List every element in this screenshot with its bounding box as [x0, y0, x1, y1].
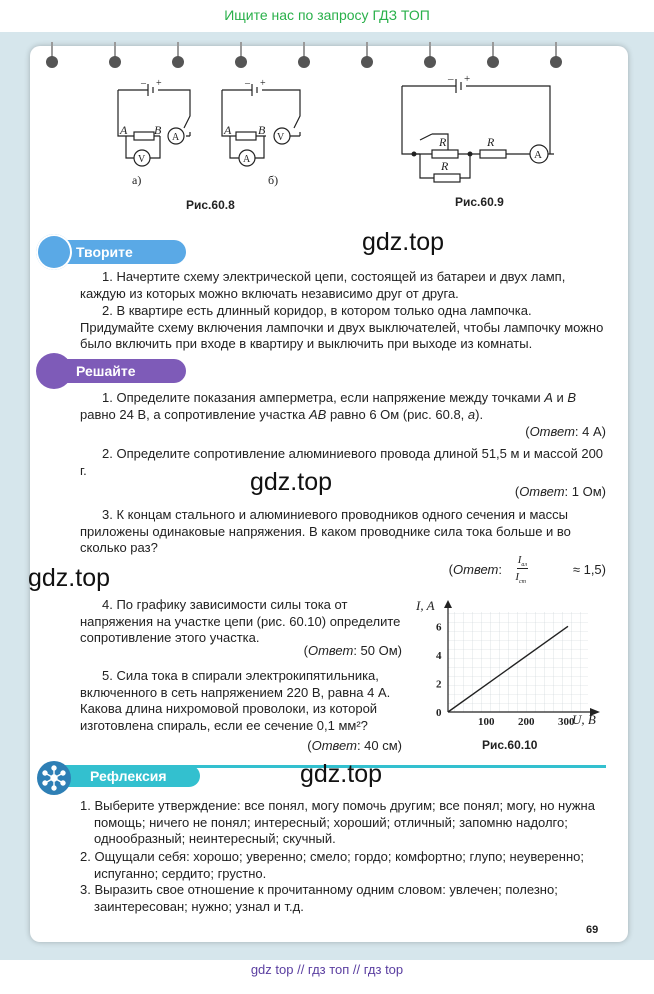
binder-ring	[361, 56, 373, 68]
reshaite-task-4: 4. По графику зависимости силы тока от напряжения на участке цепи (рис. 60.10) определите сопротивление этого участка.	[80, 597, 401, 645]
ammeter-symbol: A	[534, 149, 542, 161]
voltmeter-symbol: V	[277, 132, 285, 143]
figure-caption: Рис.60.9	[455, 195, 504, 209]
resistor-label: R	[441, 159, 449, 173]
watermark: gdz.top	[362, 228, 445, 256]
answer-4: (Ответ: 50 Ом)	[303, 643, 402, 658]
section-refleksiya-header: Рефлексия	[52, 765, 200, 787]
resistor-label: R	[487, 135, 495, 149]
reshaite-task-3: 3. К концам стального и алюминиевого проводников одного сечения и массы приложены одинаковые напряжения. В каком проводнике сила тока больше и во сколько раз?	[80, 507, 571, 555]
watermark: gdz.top	[300, 760, 383, 788]
x-tick-label: 200	[518, 716, 535, 728]
plus-sign: +	[156, 78, 162, 89]
x-axis-label: U, В	[572, 712, 596, 727]
plus-sign: +	[464, 73, 471, 85]
top-banner[interactable]: Ищите нас по запросу ГДЗ ТОП	[224, 7, 430, 23]
point-b-label: B	[154, 123, 162, 137]
point-b-label: B	[258, 123, 266, 137]
circuit-figure-60-9	[392, 70, 562, 196]
binder-ring	[109, 56, 121, 68]
resistor-label: R	[439, 135, 447, 149]
reshaite-task-2: 2. Определите сопротивление алюминиевого провода длиной 51,5 м и массой 200 г.	[80, 446, 604, 478]
figure-caption: Рис.60.10	[482, 738, 538, 752]
x-tick-label: 100	[478, 716, 495, 728]
x-tick-label: 300	[558, 716, 575, 728]
y-axis-label: I, A	[416, 598, 435, 613]
section-reshaite-header: Решайте	[38, 359, 186, 383]
subfigure-a-label: а)	[132, 173, 142, 187]
tvorite-icon	[36, 234, 72, 270]
section-tvorite-header: Творите	[38, 240, 186, 264]
y-tick-label: 0	[436, 707, 442, 719]
reshaite-task-1: 1. Определите показания амперметра, если напряжение между точками A и B равно 24 В, а сопротивление участка AB равно 6 Ом (рис. 60.8, а).	[80, 390, 577, 422]
tvorite-task-2: 2. В квартире есть длинный коридор, в котором только одна лампочка. Придумайте схему включения лампочки и двух выключателей, чтобы лампочку можно было включить при входе в квартиру и выключить при выходе из комнаты.	[80, 303, 604, 351]
subfigure-b-label: б)	[268, 173, 279, 187]
reflexia-item-3: 3. Выразить свое отношение к прочитанному одним словом: увлечен; полезно; заинтересован; нужно; узнал и т.д.	[80, 882, 558, 914]
answer-5: (Ответ: 40 см)	[307, 738, 402, 753]
circuit-figure-60-8	[100, 76, 320, 196]
answer-3: (Ответ: $I_{ал}$ $I_{ст}$ ≈ 1,5)	[448, 554, 606, 586]
reshaite-icon	[36, 353, 72, 389]
binder-ring	[298, 56, 310, 68]
point-a-label: A	[120, 123, 128, 137]
answer-1: (Ответ: 4 А)	[525, 424, 606, 439]
minus-sign: –	[245, 78, 250, 89]
plus-sign: +	[260, 78, 266, 89]
answer-2: (Ответ: 1 Ом)	[514, 484, 606, 499]
binder-ring	[424, 56, 436, 68]
reflexia-item-1: 1. Выберите утверждение: все понял, могу помочь другим; все понял; могу, но нужна помощь; ничего не понял; интересный; хороший; отличный; запомню надолго; однообразный; неинтересный; скучный.	[80, 798, 595, 846]
y-tick-label: 4	[436, 649, 442, 662]
ammeter-symbol: A	[172, 132, 180, 143]
y-tick-label: 6	[436, 621, 442, 634]
binder-ring	[487, 56, 499, 68]
footer-links[interactable]: gdz top // гдз топ // гдз top	[250, 962, 404, 977]
y-tick-label: 2	[436, 678, 442, 691]
watermark: gdz.top	[250, 468, 333, 496]
graph-figure-60-10	[410, 596, 610, 742]
ammeter-symbol: A	[243, 154, 251, 165]
reshaite-task-5: 5. Сила тока в спирали электрокипятильника, включенного в сеть напряжением 220 В, равна 4 А. Какова длина нихромовой проволоки, из которой изготовлена спираль, если ее сечение 0,1 мм²?	[80, 668, 391, 733]
page-number: 69	[586, 924, 599, 936]
minus-sign: –	[141, 78, 146, 89]
binder-ring	[46, 56, 58, 68]
binder-ring	[550, 56, 562, 68]
binder-ring	[172, 56, 184, 68]
refleksiya-icon	[36, 760, 72, 796]
reflexia-item-2: 2. Ощущали себя: хорошо; уверенно; смело; гордо; комфортно; глупо; неуверенно; испуганно; сердито; грустно.	[80, 849, 584, 881]
binder-ring	[235, 56, 247, 68]
minus-sign: –	[448, 73, 454, 85]
figure-caption: Рис.60.8	[186, 198, 235, 212]
tvorite-task-1: 1. Начертите схему электрической цепи, состоящей из батареи и двух ламп, каждую из которых можно включать независимо друг от друга.	[80, 269, 566, 301]
voltmeter-symbol: V	[138, 154, 146, 165]
point-a-label: A	[224, 123, 232, 137]
watermark: gdz.top	[28, 564, 111, 592]
